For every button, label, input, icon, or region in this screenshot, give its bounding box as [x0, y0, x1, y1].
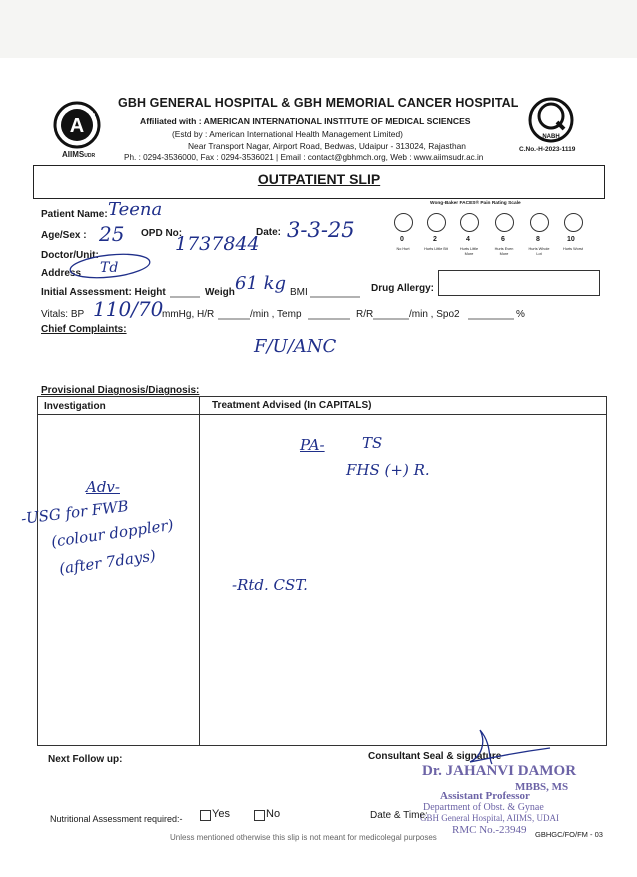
bmi-blank [310, 296, 360, 298]
address-scribble-icon [66, 246, 154, 286]
date-value: 3-3-25 [287, 218, 355, 242]
percent-label: % [516, 309, 525, 320]
date-label: Date: [256, 227, 282, 238]
weight-value: 61 kg [235, 273, 287, 294]
nabh-logo [527, 96, 575, 144]
stamp-degree: MBBS, MS [515, 781, 569, 793]
pain-value: 8 [536, 236, 540, 243]
aiims-logo-text: AIIMSUDR [62, 150, 96, 159]
yes-label: Yes [212, 808, 230, 820]
stamp-name: Dr. JAHANVI DAMOR [422, 763, 577, 779]
aiims-logo [52, 100, 102, 150]
diagnosis-label: Provisional Diagnosis/Diagnosis: [41, 385, 200, 396]
hospital-contact: Ph. : 0294-3536000, Fax : 0294-3536021 | Email : contact@gbhmch.org, Web : www.aiimsudr.ac.in [124, 153, 484, 162]
spo2-blank [468, 318, 514, 320]
face-hurts-worst-icon [564, 213, 583, 232]
date-time-label: Date & Time: [370, 810, 428, 821]
face-hurts-whole-lot-icon [530, 213, 549, 232]
pain-label: No Hurt [396, 247, 410, 251]
title-box [33, 165, 605, 199]
treatment-note: FHS (+) R. [346, 461, 430, 479]
no-label: No [266, 808, 281, 820]
investigation-note: (colour doppler) [50, 515, 175, 551]
form-title: OUTPATIENT SLIP [257, 171, 381, 187]
stamp-title: Assistant Professor [440, 790, 530, 802]
chief-complaints-label: Chief Complaints: [41, 324, 127, 335]
bmi-label: BMI [290, 287, 308, 298]
investigation-note: (after 7days) [58, 546, 157, 578]
temp-blank [308, 318, 350, 320]
chief-complaints-value: F/U/ANC [254, 336, 337, 357]
nutritional-assessment-label: Nutritional Assessment required:- [50, 814, 183, 824]
hr-blank [218, 318, 250, 320]
pain-value: 4 [466, 236, 470, 243]
treatment-note: -Rtd. CST. [232, 576, 308, 594]
patient-name-label: Patient Name: [41, 209, 108, 220]
consultant-seal-label: Consultant Seal & signature [368, 751, 502, 762]
treatment-header: Treatment Advised (In CAPITALS) [212, 400, 372, 411]
face-hurts-even-more-icon [495, 213, 514, 232]
pain-scale-title: Wong-Baker FACES® Pain Rating Scale [430, 201, 521, 206]
pain-label: Hurts Whole Lot [528, 247, 550, 256]
min-spo2-label: /min , Spo2 [409, 309, 460, 320]
certificate-number: C.No.-H-2023-1119 [519, 146, 576, 153]
pain-value: 10 [567, 236, 575, 243]
yes-checkbox[interactable] [200, 810, 211, 821]
min-temp-label: /min , Temp [250, 309, 302, 320]
stamp-hospital: GBH General Hospital, AIIMS, UDAI [420, 813, 559, 823]
no-checkbox[interactable] [254, 810, 265, 821]
opd-no-label: OPD No: [141, 228, 183, 239]
svg-text:NABH: NABH [542, 134, 560, 140]
form-code: GBHGC/FO/FM - 03 [535, 830, 603, 839]
pain-value: 6 [501, 236, 505, 243]
hospital-address: Near Transport Nagar, Airport Road, Bedwas, Udaipur - 313024, Rajasthan [188, 141, 466, 151]
pain-label: Hurts Worst [563, 247, 583, 251]
pain-value: 2 [433, 236, 437, 243]
treatment-note: TS [362, 434, 383, 452]
face-hurts-little-more-icon [460, 213, 479, 232]
hospital-name: GBH GENERAL HOSPITAL & GBH MEMORIAL CANCER HOSPITAL [118, 96, 519, 110]
stamp-department: Department of Obst. & Gynae [423, 802, 544, 813]
patient-name-value: Teena [108, 199, 163, 220]
age-sex-label: Age/Sex : [41, 230, 87, 241]
pain-label: Hurts Little More [459, 247, 479, 256]
investigation-note: -USG for FWB [20, 496, 130, 528]
height-blank [170, 296, 200, 298]
next-follow-up-label: Next Follow up: [48, 754, 123, 765]
pain-value: 0 [400, 236, 404, 243]
rr-blank [373, 318, 409, 320]
vitals-bp-value: 110/70 [93, 297, 164, 321]
face-hurts-little-bit-icon [427, 213, 446, 232]
table-divider [199, 397, 200, 745]
doctor-unit-label: Doctor/Unit: [41, 250, 99, 261]
treatment-note: PA- [300, 436, 325, 454]
established-by: (Estd by : American International Health Management Limited) [172, 129, 403, 139]
vitals-bp-label: Vitals: BP [41, 309, 85, 320]
investigation-header: Investigation [44, 401, 106, 412]
pain-label: Hurts Even More [494, 247, 514, 256]
address-value: Td [100, 260, 119, 276]
pain-label: Hurts Little Bit [424, 247, 448, 251]
age-sex-value: 25 [99, 222, 125, 246]
svg-text:+: + [89, 109, 96, 121]
mmhg-hr-label: mmHg, H/R [162, 309, 215, 320]
investigation-note: Adv- [86, 478, 120, 496]
weight-label: Weigh [205, 287, 235, 298]
rr-label: R/R [356, 309, 374, 320]
face-no-hurt-icon [394, 213, 413, 232]
affiliation: Affiliated with : AMERICAN INTERNATIONAL INSTITUTE OF MEDICAL SCIENCES [140, 116, 471, 126]
initial-assessment-label: Initial Assessment: Height [41, 287, 166, 298]
stamp-rmc: RMC No.-23949 [452, 824, 527, 836]
drug-allergy-box [438, 270, 600, 296]
svg-text:A: A [69, 115, 85, 137]
drug-allergy-label: Drug Allergy: [371, 283, 434, 294]
address-label: Address [41, 268, 82, 279]
disclaimer: Unless mentioned otherwise this slip is not meant for medicolegal purposes [170, 833, 437, 842]
opd-no-value: 1737844 [175, 233, 260, 255]
